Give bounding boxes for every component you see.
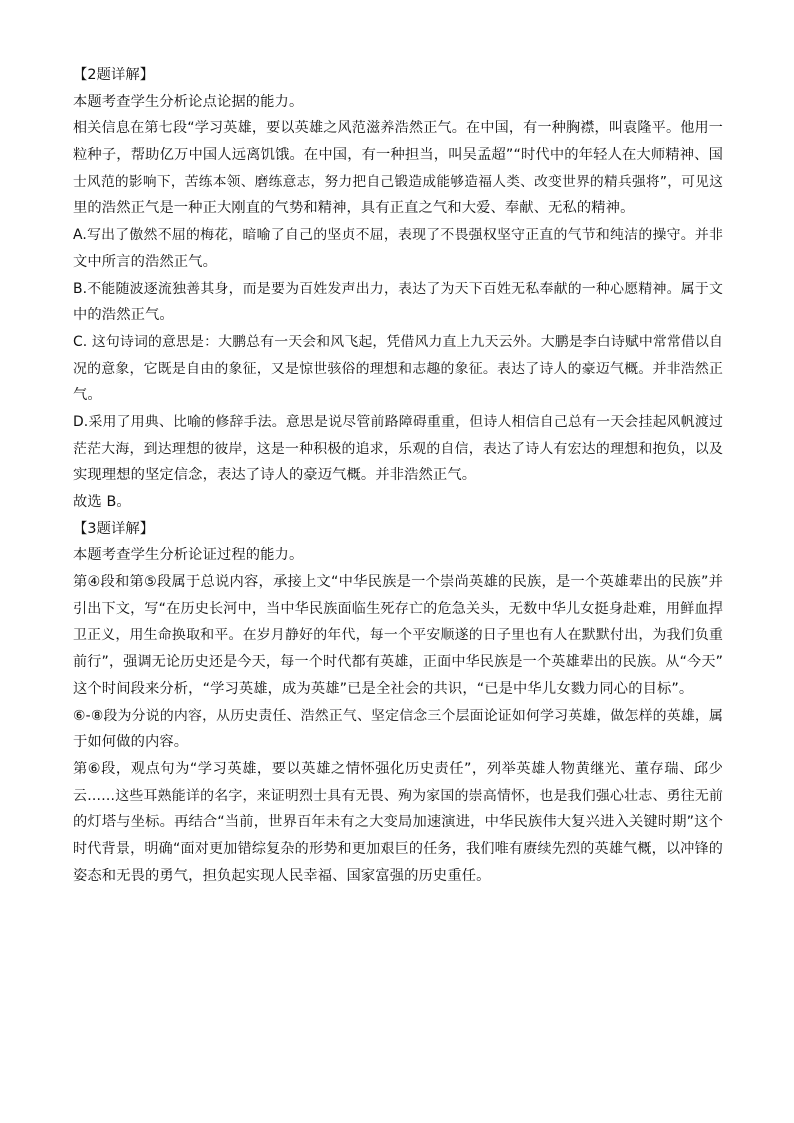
text-line: C. 这句诗词的意思是：大鹏总有一天会和风飞起，凭借风力直上九天云外。大鹏是李白诗赋中常常借以自	[73, 333, 723, 350]
text-line: 第⑥段，观点句为“学习英雄，要以英雄之情怀强化历史责任”，列举英雄人物黄继光、董存瑞、邱少	[73, 760, 723, 777]
text-line: 【2题详解】	[73, 67, 155, 83]
text-line: 本题考查学生分析论点论据的能力。	[73, 93, 304, 110]
text-line: B.不能随波逐流独善其身，而是要为百姓发声出力，表达了为天下百姓无私奉献的一种心愿精神。属于文	[73, 280, 723, 297]
text-line: 时代背景，明确“面对更加错综复杂的形势和更加艰巨的任务，我们唯有赓续先烈的英雄气概，以冲锋的	[73, 840, 723, 857]
text-line: 故选 B。	[73, 494, 131, 510]
text-line: 茫茫大海，到达理想的彼岸，这是一种积极的追求，乐观的自信，表达了诗人有宏达的理想和抱负，以及	[73, 440, 723, 457]
document-body	[73, 62, 723, 889]
text-line: 第④段和第⑤段属于总说内容，承接上文“中华民族是一个崇尚英雄的民族，是一个英雄辈出的民族”并	[73, 574, 723, 591]
text-line: 于如何做的内容。	[73, 734, 189, 751]
text-line: ⑥-⑧段为分说的内容，从历史责任、浩然正气、坚定信念三个层面论证如何学习英雄，做怎样的英雄，属	[73, 707, 723, 724]
text-line: D.采用了用典、比喻的修辞手法。意思是说尽管前路障碍重重，但诗人相信自己总有一天会挂起风帆渡过	[73, 413, 723, 430]
text-line: 里的浩然正气是一种正大刚直的气势和精神，具有正直之气和大爱、奉献、无私的精神。	[73, 200, 635, 217]
text-line: 姿态和无畏的勇气，担负起实现人民幸福、国家富强的历史重任。	[73, 867, 491, 884]
text-line: 引出下文，写“在历史长河中，当中华民族面临生死存亡的危急关头，无数中华儿女挺身赴难，用鲜血捍	[73, 600, 723, 617]
text-line: 气。	[73, 387, 102, 404]
text-line: 卫正义，用生命换取和平。在岁月静好的年代，每一个平安顺遂的日子里也有人在默默付出，为我们负重	[73, 627, 723, 644]
text-line: 相关信息在第七段“学习英雄，要以英雄之风范滋养浩然正气。在中国，有一种胸襟，叫袁隆平。他用一	[73, 120, 723, 137]
text-line: 文中所言的浩然正气。	[73, 253, 217, 270]
text-line: 粒种子，帮助亿万中国人远离饥饿。在中国，有一种担当，叫吴孟超”“时代中的年轻人在大师精神、国	[73, 147, 723, 164]
text-line: 前行”，强调无论历史还是今天，每一个时代都有英雄，正面中华民族是一个英雄辈出的民族。从“今天”	[73, 654, 723, 671]
text-line: 的灯塔与坐标。再结合“当前，世界百年未有之大变局加速演进，中华民族伟大复兴进入关键时期”这个	[73, 814, 723, 831]
text-line: 士风范的影响下，苦练本领、磨练意志，努力把自己锻造成能够造福人类、改变世界的精兵强将”，可见这	[73, 173, 723, 190]
text-line: 本题考查学生分析论证过程的能力。	[73, 547, 304, 564]
text-line: 况的意象，它既是自由的象征，又是惊世骇俗的理想和志趣的象征。表达了诗人的豪迈气概。并非浩然正	[73, 360, 723, 377]
text-line: 这个时间段来分析，“学习英雄，成为英雄”已是全社会的共识，“已是中华儿女戮力同心的目标”。	[73, 680, 694, 697]
text-line: A.写出了傲然不屈的梅花，暗喻了自己的坚贞不屈，表现了不畏强权坚守正直的气节和纯洁的操守。并非	[73, 227, 723, 244]
text-line: 【3题详解】	[73, 520, 155, 537]
text-line: 实现理想的坚定信念，表达了诗人的豪迈气概。并非浩然正气。	[73, 467, 477, 484]
text-line: 云……这些耳熟能详的名字，来证明烈士具有无畏、殉为家国的崇高情怀，也是我们强心壮志、勇往无前	[73, 787, 723, 804]
text-line: 中的浩然正气。	[73, 307, 174, 324]
